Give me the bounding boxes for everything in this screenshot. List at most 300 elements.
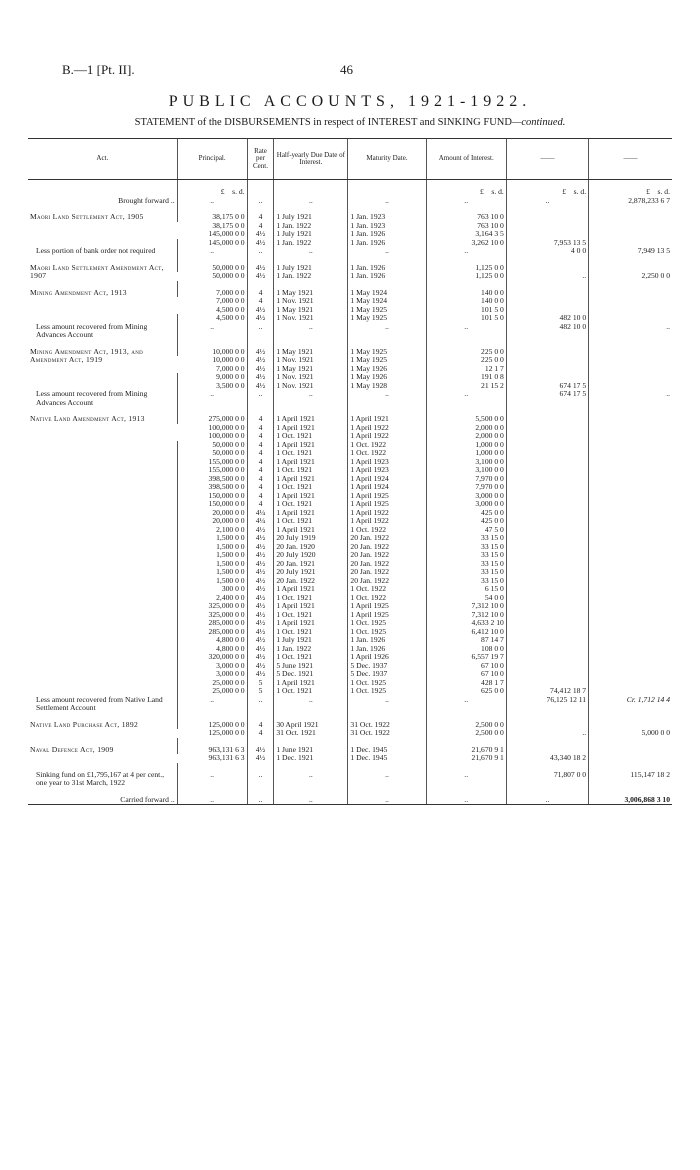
interest-amount-cell: 7,312 10 0 <box>426 602 506 611</box>
table-row <box>28 577 672 586</box>
total-cell <box>589 213 672 222</box>
interest-amount-cell: 1,125 0 0 <box>426 272 506 281</box>
rate-cell: 4 <box>247 483 274 492</box>
interest-amount-cell: 2,500 0 0 <box>426 721 506 730</box>
sinking-fund-label: Sinking fund on £1,795,167 at 4 per cent., one year to 31st March, 1922 <box>36 770 165 787</box>
act-name: Native Land Amendment Act, 1913 <box>30 415 145 423</box>
total-cell <box>589 373 672 382</box>
rate-cell: 4 <box>247 466 274 475</box>
subtotal-cell <box>506 509 588 518</box>
subtotal-cell <box>506 415 588 424</box>
principal-cell: 38,175 0 0 <box>177 213 247 222</box>
interest-amount-cell: 428 1 7 <box>426 679 506 688</box>
maturity-date-cell: 1 April 1925 <box>348 602 426 611</box>
interest-amount-cell: 33 15 0 <box>426 577 506 586</box>
total-cell <box>589 721 672 730</box>
principal-cell: 50,000 0 0 <box>212 272 245 280</box>
table-row <box>28 670 672 679</box>
table-row <box>28 500 672 509</box>
rate-cell: 4½ <box>247 239 274 248</box>
dots: .. <box>426 796 506 805</box>
total-cell <box>589 543 672 552</box>
total-cell <box>589 306 672 315</box>
subtotal-cell <box>506 213 588 222</box>
subtotal-cell <box>506 297 588 306</box>
rate-cell: 4 <box>247 458 274 467</box>
dots: .. <box>177 796 247 805</box>
sinking-fund-total: 115,147 18 2 <box>589 771 672 788</box>
dots: .. <box>274 696 348 713</box>
interest-amount-cell: 101 5 0 <box>426 314 506 323</box>
dots: .. <box>177 390 247 407</box>
halfyearly-date-cell: 1 Jan. 1922 <box>274 239 348 248</box>
table-row <box>28 602 672 611</box>
maturity-date-cell: 31 Oct. 1922 <box>348 721 426 730</box>
maturity-date-cell: 1 Jan. 1923 <box>348 213 426 222</box>
interest-amount-cell: 7,970 0 0 <box>426 483 506 492</box>
dots: .. <box>348 390 426 407</box>
principal-cell: 285,000 0 0 <box>177 628 247 637</box>
total-cell <box>589 382 672 391</box>
maturity-date-cell: 1 May 1924 <box>348 297 426 306</box>
total-cell <box>589 585 672 594</box>
dots: .. <box>348 696 426 713</box>
dots: .. <box>274 771 348 788</box>
principal-cell: 7,000 0 0 <box>177 289 247 298</box>
maturity-date-cell: 1 May 1925 <box>348 348 426 357</box>
rate-cell: 4 <box>247 222 274 231</box>
subtotal-cell <box>506 551 588 560</box>
table-row <box>28 466 672 475</box>
halfyearly-date-cell: 1 May 1921 <box>274 306 348 315</box>
rate-cell: 4 <box>247 500 274 509</box>
section-total-cell: .. <box>589 323 672 340</box>
halfyearly-date-cell: 1 Jan. 1922 <box>274 645 348 654</box>
table-row <box>28 526 672 535</box>
principal-cell: 1,500 0 0 <box>177 551 247 560</box>
subtotal-cell <box>506 449 588 458</box>
halfyearly-date-cell: 1 July 1921 <box>274 264 348 273</box>
halfyearly-date-cell: 20 July 1921 <box>274 568 348 577</box>
table-row <box>28 382 672 391</box>
rate-cell: 4½ <box>247 662 274 671</box>
subtotal-cell <box>506 662 588 671</box>
maturity-date-cell: 1 Oct. 1922 <box>348 449 426 458</box>
dots: .. <box>177 247 247 256</box>
halfyearly-date-cell: 1 May 1921 <box>274 365 348 374</box>
table-row <box>28 509 672 518</box>
dots: .. <box>177 771 247 788</box>
principal-cell: 1,500 0 0 <box>177 543 247 552</box>
subtotal-cell <box>506 289 588 298</box>
table-row <box>28 746 672 755</box>
halfyearly-date-cell: 1 April 1921 <box>274 424 348 433</box>
halfyearly-date-cell: 1 Oct. 1921 <box>274 432 348 441</box>
less-amount-cell: 674 17 5 <box>506 390 588 407</box>
principal-cell: 155,000 0 0 <box>177 458 247 467</box>
table-row <box>28 628 672 637</box>
less-label: Less portion of bank order not required <box>36 247 156 255</box>
table-row <box>28 517 672 526</box>
halfyearly-date-cell: 1 Oct. 1921 <box>274 449 348 458</box>
subtotal-cell <box>506 441 588 450</box>
dots: .. <box>274 390 348 407</box>
principal-cell: 963,131 6 3 <box>208 754 245 762</box>
maturity-date-cell: 1 Jan. 1926 <box>348 645 426 654</box>
rate-cell: 4½ <box>247 670 274 679</box>
rate-cell: 4 <box>247 432 274 441</box>
halfyearly-date-cell: 1 Jan. 1922 <box>274 222 348 231</box>
dots: .. <box>274 323 348 340</box>
table-row <box>28 415 672 424</box>
maturity-date-cell: 1 May 1925 <box>348 314 426 323</box>
subtotal-cell <box>506 365 588 374</box>
col-7-header: —— <box>506 139 588 180</box>
section-total-cell: .. <box>589 390 672 407</box>
table-header-row <box>28 139 672 180</box>
interest-amount-cell: 3,000 0 0 <box>426 492 506 501</box>
table-row <box>28 611 672 620</box>
maturity-date-cell: 1 April 1923 <box>348 458 426 467</box>
halfyearly-date-cell: 1 Oct. 1921 <box>274 466 348 475</box>
subtotal-cell: .. <box>506 272 588 281</box>
rate-cell: 4¼ <box>247 509 274 518</box>
total-cell <box>589 662 672 671</box>
subtotal-cell: 74,412 18 7 <box>506 687 588 696</box>
dots: .. <box>426 323 506 340</box>
maturity-date-cell: 1 Jan. 1926 <box>348 230 426 239</box>
act-name: Mining Amendment Act, 1913 <box>30 288 127 297</box>
table-row <box>28 653 672 662</box>
total-cell <box>589 432 672 441</box>
interest-amount-cell: 3,000 0 0 <box>426 500 506 509</box>
col-principal-header: Principal. <box>177 139 247 180</box>
total-cell <box>589 289 672 298</box>
rate-cell: 4 <box>247 415 274 424</box>
dots: .. <box>274 796 348 805</box>
table-body <box>28 180 672 805</box>
interest-amount-cell: 67 10 0 <box>426 670 506 679</box>
unit-label: £ s. d. <box>589 188 672 197</box>
interest-amount-cell: 2,000 0 0 <box>426 432 506 441</box>
subtotal-cell: 43,340 18 2 <box>506 754 588 763</box>
dots: .. <box>348 247 426 256</box>
principal-cell: 3,000 0 0 <box>177 670 247 679</box>
halfyearly-date-cell: 1 Oct. 1921 <box>274 687 348 696</box>
total-cell <box>589 314 672 323</box>
halfyearly-date-cell: 5 Dec. 1921 <box>274 670 348 679</box>
halfyearly-date-cell: 1 Dec. 1921 <box>274 754 348 763</box>
total-cell <box>589 449 672 458</box>
dots: .. <box>506 796 588 805</box>
subtotal-cell <box>506 568 588 577</box>
principal-cell: 963,131 6 3 <box>177 746 247 755</box>
interest-amount-cell: 7,970 0 0 <box>426 475 506 484</box>
table-row <box>28 239 672 248</box>
total-cell <box>589 297 672 306</box>
less-row <box>28 390 672 407</box>
dots: .. <box>177 323 247 340</box>
col-rate-header: Rate per Cent. <box>247 139 274 180</box>
rate-cell: 4½ <box>247 373 274 382</box>
total-cell <box>589 365 672 374</box>
subtotal-cell <box>506 670 588 679</box>
table-row <box>28 551 672 560</box>
rate-cell: 4½ <box>247 594 274 603</box>
subtotal-cell <box>506 611 588 620</box>
halfyearly-date-cell: 1 Oct. 1921 <box>274 594 348 603</box>
halfyearly-date-cell: 1 April 1921 <box>274 585 348 594</box>
principal-cell: 50,000 0 0 <box>177 264 247 273</box>
maturity-date-cell: 1 Jan. 1923 <box>348 222 426 231</box>
rate-cell: 5 <box>247 679 274 688</box>
maturity-date-cell: 20 Jan. 1922 <box>348 543 426 552</box>
carried-forward-label: Carried forward .. <box>28 796 177 805</box>
maturity-date-cell: 5 Dec. 1937 <box>348 662 426 671</box>
maturity-date-cell: 20 Jan. 1922 <box>348 560 426 569</box>
interest-amount-cell: 6,412 10 0 <box>426 628 506 637</box>
dots: .. <box>348 323 426 340</box>
maturity-date-cell: 1 Oct. 1922 <box>348 585 426 594</box>
principal-cell: 2,400 0 0 <box>177 594 247 603</box>
subtotal-cell: .. <box>506 729 588 738</box>
table-row <box>28 475 672 484</box>
halfyearly-date-cell: 1 April 1921 <box>274 475 348 484</box>
halfyearly-date-cell: 20 Jan. 1920 <box>274 543 348 552</box>
halfyearly-date-cell: 20 Jan. 1921 <box>274 560 348 569</box>
total-cell <box>589 239 672 248</box>
subtotal-cell <box>506 526 588 535</box>
table-row <box>28 721 672 730</box>
interest-amount-cell: 225 0 0 <box>426 348 506 357</box>
principal-cell: 4,500 0 0 <box>216 305 245 314</box>
col-interest-header: Amount of Interest. <box>426 139 506 180</box>
interest-amount-cell: 6,557 19 7 <box>426 653 506 662</box>
interest-amount-cell: 1,125 0 0 <box>426 264 506 273</box>
halfyearly-date-cell: 1 Oct. 1921 <box>274 517 348 526</box>
subtotal-cell: 7,953 13 5 <box>506 239 588 248</box>
interest-amount-cell: 33 15 0 <box>426 543 506 552</box>
total-cell <box>589 492 672 501</box>
dots: .. <box>426 696 506 713</box>
interest-amount-cell: 67 10 0 <box>426 662 506 671</box>
interest-amount-cell: 21,670 9 1 <box>426 754 506 763</box>
total-cell <box>589 602 672 611</box>
section-total-cell: Cr. 1,712 14 4 <box>589 696 672 713</box>
subtotal-cell <box>506 373 588 382</box>
subtotal-cell <box>506 585 588 594</box>
carried-forward-row <box>28 796 672 805</box>
halfyearly-date-cell: 1 April 1921 <box>274 415 348 424</box>
halfyearly-date-cell: 20 July 1920 <box>274 551 348 560</box>
halfyearly-date-cell: 1 Nov. 1921 <box>274 373 348 382</box>
halfyearly-date-cell: 1 July 1921 <box>274 636 348 645</box>
rate-cell: 4½ <box>247 568 274 577</box>
principal-cell: 4,500 0 0 <box>177 314 247 323</box>
maturity-date-cell: 1 April 1922 <box>348 424 426 433</box>
total-cell <box>589 483 672 492</box>
principal-cell: 320,000 0 0 <box>177 653 247 662</box>
total-cell <box>589 534 672 543</box>
halfyearly-date-cell: 1 Oct. 1921 <box>274 500 348 509</box>
dots: .. <box>348 796 426 805</box>
maturity-date-cell: 1 April 1924 <box>348 475 426 484</box>
halfyearly-date-cell: 1 Jan. 1922 <box>274 272 348 281</box>
rate-cell: 4½ <box>247 653 274 662</box>
total-cell <box>589 222 672 231</box>
act-name: Maori Land Settlement Act, 1905 <box>30 213 144 221</box>
total-cell <box>589 264 672 273</box>
principal-cell: 100,000 0 0 <box>208 423 245 432</box>
subtotal-cell <box>506 306 588 315</box>
halfyearly-date-cell: 1 Nov. 1921 <box>274 297 348 306</box>
principal-cell: 325,000 0 0 <box>177 602 247 611</box>
maturity-date-cell: 1 April 1922 <box>348 432 426 441</box>
interest-amount-cell: 4,633 2 10 <box>426 619 506 628</box>
interest-amount-cell: 33 15 0 <box>426 551 506 560</box>
principal-cell: 25,000 0 0 <box>177 687 247 696</box>
halfyearly-date-cell: 1 Oct. 1921 <box>274 628 348 637</box>
rate-cell: 4 <box>247 289 274 298</box>
halfyearly-date-cell: 1 May 1921 <box>274 289 348 298</box>
rate-cell: 4½ <box>247 560 274 569</box>
halfyearly-date-cell: 1 April 1921 <box>274 441 348 450</box>
principal-cell: 25,000 0 0 <box>177 679 247 688</box>
maturity-date-cell: 20 Jan. 1922 <box>348 551 426 560</box>
halfyearly-date-cell: 20 Jan. 1922 <box>274 577 348 586</box>
rate-cell: 4 <box>247 475 274 484</box>
less-amount-cell: 482 10 0 <box>506 323 588 340</box>
total-cell <box>589 526 672 535</box>
principal-cell: 3,000 0 0 <box>177 662 247 671</box>
total-cell <box>589 619 672 628</box>
principal-cell: 398,500 0 0 <box>177 483 247 492</box>
total-cell <box>589 348 672 357</box>
rate-cell: 4½ <box>247 314 274 323</box>
total-cell <box>589 594 672 603</box>
total-cell <box>589 509 672 518</box>
disbursements-table <box>28 138 672 805</box>
less-amount-cell: 4 0 0 <box>506 247 588 256</box>
principal-cell: 145,000 0 0 <box>177 239 247 248</box>
halfyearly-date-cell: 1 May 1921 <box>274 348 348 357</box>
total-cell <box>589 441 672 450</box>
table-row <box>28 534 672 543</box>
dots: .. <box>348 771 426 788</box>
table-row <box>28 483 672 492</box>
halfyearly-date-cell: 1 Nov. 1921 <box>274 382 348 391</box>
interest-amount-cell: 625 0 0 <box>426 687 506 696</box>
interest-amount-cell: 2,000 0 0 <box>426 424 506 433</box>
total-cell: 5,000 0 0 <box>589 729 672 738</box>
table-row <box>28 619 672 628</box>
subtotal-cell: 482 10 0 <box>506 314 588 323</box>
rate-cell: 4½ <box>247 645 274 654</box>
interest-amount-cell: 3,164 3 5 <box>426 230 506 239</box>
subtotal-cell <box>506 356 588 365</box>
subtotal-cell <box>506 560 588 569</box>
rate-cell: 4½ <box>247 636 274 645</box>
maturity-date-cell: 20 Jan. 1922 <box>348 534 426 543</box>
rate-cell: 4½ <box>247 754 274 763</box>
maturity-date-cell: 1 April 1922 <box>348 517 426 526</box>
maturity-date-cell: 1 Dec. 1945 <box>348 754 426 763</box>
interest-amount-cell: 33 15 0 <box>426 560 506 569</box>
principal-cell: 1,500 0 0 <box>177 534 247 543</box>
principal-cell: 300 0 0 <box>177 585 247 594</box>
less-label: Less amount recovered from Mining Advances Account <box>36 322 148 339</box>
less-label: Less amount recovered from Native Land Settlement Account <box>36 695 163 712</box>
halfyearly-date-cell: 1 April 1921 <box>274 526 348 535</box>
col-halfyearly-header: Half-yearly Due Date of Interest. <box>274 139 348 180</box>
halfyearly-date-cell: 1 April 1921 <box>274 602 348 611</box>
principal-cell: 20,000 0 0 <box>177 509 247 518</box>
halfyearly-date-cell: 1 Oct. 1921 <box>274 483 348 492</box>
table-row <box>28 560 672 569</box>
total-cell <box>589 653 672 662</box>
maturity-date-cell: 1 Jan. 1926 <box>348 636 426 645</box>
rate-cell: 4 <box>247 492 274 501</box>
rate-cell: 4 <box>247 721 274 730</box>
halfyearly-date-cell: 1 Nov. 1921 <box>274 356 348 365</box>
page-title: PUBLIC ACCOUNTS, 1921-1922. <box>168 93 532 110</box>
subtotal-cell <box>506 458 588 467</box>
interest-amount-cell: 225 0 0 <box>426 356 506 365</box>
principal-cell: 20,000 0 0 <box>177 517 247 526</box>
halfyearly-date-cell: 1 April 1921 <box>274 458 348 467</box>
subtotal-cell <box>506 475 588 484</box>
maturity-date-cell: 1 April 1926 <box>348 653 426 662</box>
interest-amount-cell: 54 0 0 <box>426 594 506 603</box>
rate-cell: 4 <box>247 424 274 433</box>
table-row <box>28 679 672 688</box>
sinking-fund-row <box>28 771 672 788</box>
act-name: Naval Defence Act, 1909 <box>30 745 114 754</box>
maturity-date-cell: 1 Oct. 1922 <box>348 441 426 450</box>
subtotal-cell <box>506 653 588 662</box>
page-number: 46 <box>340 62 353 77</box>
principal-cell: 150,000 0 0 <box>177 492 247 501</box>
col-maturity-header: Maturity Date. <box>348 139 426 180</box>
interest-amount-cell: 33 15 0 <box>426 534 506 543</box>
total-cell <box>589 424 672 433</box>
maturity-date-cell: 1 April 1925 <box>348 611 426 620</box>
halfyearly-date-cell: 1 April 1921 <box>274 492 348 501</box>
brought-forward-total: 2,878,233 6 7 <box>589 197 672 206</box>
table-row <box>28 213 672 222</box>
table-row <box>28 264 672 273</box>
table-row <box>28 348 672 357</box>
total-cell <box>589 466 672 475</box>
halfyearly-date-cell: 1 July 1921 <box>274 213 348 222</box>
rate-cell: 4½ <box>247 577 274 586</box>
interest-amount-cell: 3,262 10 0 <box>426 239 506 248</box>
interest-amount-cell: 33 15 0 <box>426 568 506 577</box>
total-cell <box>589 636 672 645</box>
total-cell <box>589 577 672 586</box>
interest-amount-cell: 108 0 0 <box>426 645 506 654</box>
col-8-header: —— <box>589 139 672 180</box>
interest-amount-cell: 425 0 0 <box>426 509 506 518</box>
principal-cell: 125,000 0 0 <box>177 721 247 730</box>
brought-forward-row: Brought forward .. .. .. .. .. .. .. 2,878,233 6 7 <box>28 197 672 206</box>
table-row <box>28 289 672 298</box>
rate-cell: 4½ <box>247 543 274 552</box>
halfyearly-date-cell: 1 Nov. 1921 <box>274 314 348 323</box>
subtotal-cell <box>506 721 588 730</box>
maturity-date-cell: 1 April 1923 <box>348 466 426 475</box>
maturity-date-cell: 1 Jan. 1926 <box>348 272 426 281</box>
